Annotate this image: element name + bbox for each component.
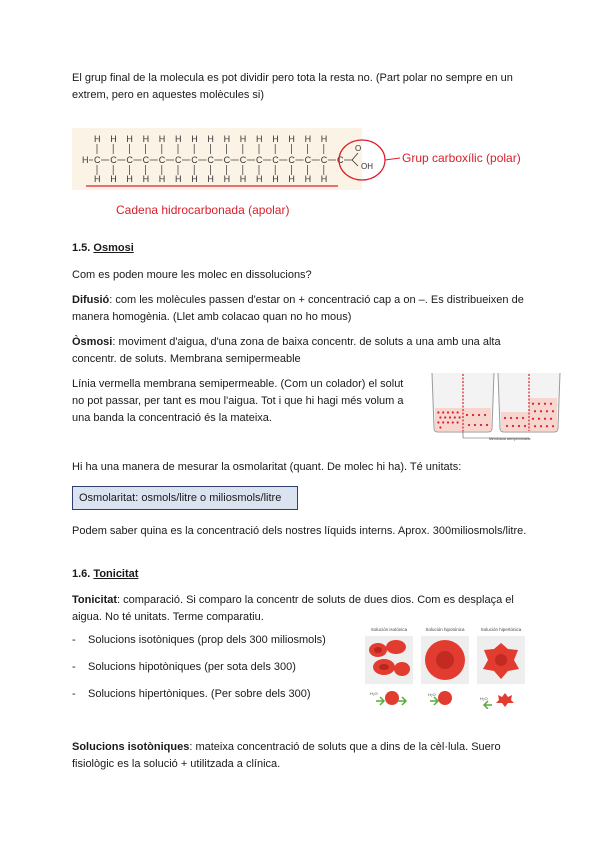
tonicitat-text: : comparació. Si comparo la concentr de soluts de dues dios. Com es desplaça el aigua. No té unitats. Terme comparatiu. — [72, 594, 514, 623]
label-isotonic: Solución isotónica — [370, 627, 408, 632]
solute-dot — [480, 424, 482, 426]
hydrogen-atom: H — [191, 134, 198, 144]
list-item-text: Solucions hipotòniques (per sota dels 300) — [88, 661, 296, 673]
chain-label: Cadena hidrocarbonada (apolar) — [116, 203, 290, 217]
hydrogen-atom: H — [256, 174, 263, 184]
solute-dot — [522, 417, 524, 419]
list-bullet: - — [72, 688, 76, 700]
osmolarity-intro: Hi ha una manera de mesurar la osmolaritat (quant. De molec hi ha). Té unitats: — [72, 461, 462, 473]
solute-dot — [534, 410, 536, 412]
solute-dot — [532, 418, 534, 420]
section-title: Tonicitat — [93, 568, 139, 580]
hydrogen-atom: H — [304, 174, 312, 184]
hydrogen-atom: H — [110, 174, 117, 184]
hydrogen-atom: H — [207, 174, 214, 184]
solute-dot — [544, 418, 546, 420]
oxygen-atom: O — [355, 144, 362, 153]
solute-dot — [437, 411, 439, 413]
question-paragraph: Com es poden moure les molec en dissolucions? — [72, 269, 312, 281]
carbon-atom: C — [320, 155, 328, 165]
solute-dot — [466, 414, 468, 416]
hydrogen-atom: H — [288, 174, 295, 184]
label-hypotonic: Solución hipotónica — [425, 627, 465, 632]
beaker-left — [432, 373, 494, 432]
solute-dot — [442, 411, 444, 413]
solute-dot — [452, 421, 454, 423]
solute-dot — [518, 425, 520, 427]
intro-paragraph: El grup final de la molecula es pot dividir pero tota la resta no. (Part polar no sempre en un extrem, pero en aquestes molècules si) — [72, 72, 513, 101]
solute-dot — [454, 416, 456, 418]
carbon-atom: C — [94, 155, 101, 165]
term-osmosi: Òsmosi — [72, 336, 113, 348]
solute-dot — [447, 411, 449, 413]
section-number: 1.5. — [72, 242, 91, 254]
h2o-label: H₂O — [370, 691, 378, 696]
solute-dot — [442, 421, 444, 423]
solute-dot — [516, 417, 518, 419]
solute-dot — [552, 410, 554, 412]
solute-dot — [538, 403, 540, 405]
tonicitat-paragraph — [72, 592, 532, 626]
hydrogen-atom: H — [175, 174, 182, 184]
h2o-label: H₂O — [480, 696, 488, 701]
panel-isotonic — [365, 627, 413, 705]
hydrogen-atom: H — [272, 174, 279, 184]
carboxyl-label: Grup carboxílic (polar) — [402, 151, 521, 165]
solute-dot — [538, 418, 540, 420]
osmosi-text: : moviment d'aigua, d'una zona de baixa concentr. de soluts a una amb una alta concentr. de soluts. Membrana semipermeable — [72, 336, 501, 365]
carbon-atom: C — [110, 155, 117, 165]
solute-dot — [512, 425, 514, 427]
carbon-atom: C — [304, 155, 312, 165]
list-item-text: Solucions isotòniques (prop dels 300 miliosmols) — [88, 634, 326, 646]
solute-dot — [457, 421, 459, 423]
osmolarity-box: Osmolaritat: osmols/litre o miliosmols/litre — [72, 486, 298, 510]
solute-dot — [546, 410, 548, 412]
solute-dot — [486, 424, 488, 426]
section-heading-osmosi — [72, 240, 532, 257]
solute-dot — [540, 410, 542, 412]
carbon-atom: C — [288, 155, 295, 165]
beakers-figure — [427, 368, 561, 442]
solute-dot — [478, 414, 480, 416]
carbon-atom: C — [158, 155, 166, 165]
solute-dot — [550, 403, 552, 405]
term-isotoniques: Solucions isotòniques — [72, 741, 190, 753]
solute-dot — [540, 425, 542, 427]
solute-dot — [532, 403, 534, 405]
solute-dot — [474, 424, 476, 426]
hydrogen-atom: H — [110, 134, 117, 144]
membrane-paragraph: Línia vermella membrana semipermeable. (Com un colador) el solut no pot passar, per tant es mou l'aigua. Tot i que hi hagi més volum a una banda la concentració és la mateixa. — [72, 378, 404, 424]
hydrogen-atom: H — [256, 134, 263, 144]
hydrogen-atom: H — [207, 134, 214, 144]
solute-dot — [447, 421, 449, 423]
hydrogen-atom: H — [142, 134, 150, 144]
isotoniques-paragraph — [72, 739, 532, 773]
carbon-atom: C — [126, 155, 133, 165]
hydrogen-atom: H — [320, 174, 328, 184]
hydrogen-atom: H — [288, 134, 295, 144]
list-item — [72, 633, 326, 647]
solute-dot — [506, 425, 508, 427]
hydrogen-atom: H — [158, 134, 166, 144]
term-difusio: Difusió — [72, 294, 110, 306]
solute-dot — [544, 403, 546, 405]
solute-dot — [510, 417, 512, 419]
hydrogen-atom: H — [304, 134, 312, 144]
list-item — [72, 687, 311, 701]
list-item-text: Solucions hipertòniques. (Per sobre dels 300) — [88, 688, 311, 700]
solute-dot — [449, 416, 451, 418]
hydrogen-atom: H — [223, 174, 231, 184]
term-tonicitat: Tonicitat — [72, 594, 118, 606]
beaker-caption: Membrana semipermeable — [489, 437, 531, 441]
beaker-right — [498, 373, 560, 432]
panel-hypotonic — [421, 627, 469, 705]
hydrogen-atom: H — [158, 174, 166, 184]
list-item — [72, 660, 296, 674]
difusio-text: : com les molècules passen d'estar on + concentració cap a on –. Es distribueixen de manera homogènia. (Llet amb colacao quan no ho mous) — [72, 294, 524, 323]
hydrogen-atom: H — [239, 174, 247, 184]
hydrogen-atom: H — [94, 134, 101, 144]
fatty-acid-figure — [72, 124, 542, 224]
hydrogen-atom: H — [223, 134, 231, 144]
carbon-atom: C — [256, 155, 263, 165]
list-bullet: - — [72, 661, 76, 673]
h2o-label: H₂O — [428, 692, 436, 697]
solute-dot — [552, 425, 554, 427]
solute-dot — [457, 411, 459, 413]
hydrogen-atom: H — [191, 174, 198, 184]
carbon-atom: C — [175, 155, 182, 165]
osmosi-paragraph — [72, 334, 532, 368]
section-title: Osmosi — [93, 242, 134, 254]
solute-dot — [546, 425, 548, 427]
hydrogen-atom: H — [320, 134, 328, 144]
carbon-atom: C — [191, 155, 198, 165]
solute-dot — [452, 411, 454, 413]
hydrogen-atom: H — [239, 134, 247, 144]
solute-dot — [524, 425, 526, 427]
solute-dot — [439, 416, 441, 418]
solute-dot — [439, 426, 441, 428]
hydrogen-atom: H — [94, 174, 101, 184]
solute-dot — [472, 414, 474, 416]
solute-dot — [459, 416, 461, 418]
carbon-atom: C — [239, 155, 247, 165]
solute-dot — [437, 421, 439, 423]
hydrogen-atom: H — [126, 134, 133, 144]
hydrogen-atom: H — [142, 174, 150, 184]
difusio-paragraph — [72, 292, 532, 326]
solute-dot — [504, 417, 506, 419]
solute-dot — [484, 414, 486, 416]
solute-dot — [468, 424, 470, 426]
carbon-atom: C — [223, 155, 231, 165]
cell-tonicity-figure — [362, 623, 528, 709]
hydrogen-atom: H — [126, 174, 133, 184]
carbon-atom: C — [207, 155, 214, 165]
section-heading-tonicitat — [72, 566, 532, 583]
isotoniques-text: : mateixa concentració de soluts que a dins de la cèl·lula. Suero fisiològic es la solució + utilitzada a clínica. — [72, 741, 501, 770]
hydroxyl-group: OH — [361, 162, 373, 171]
panel-hypertonic — [477, 627, 525, 707]
carbon-atom: C — [142, 155, 150, 165]
terminal-hydrogen: H — [82, 155, 89, 165]
carbon-atom: C — [272, 155, 279, 165]
hydrogen-atom: H — [272, 134, 279, 144]
hydrogen-atom: H — [175, 134, 182, 144]
carbon-atom: C — [337, 155, 344, 165]
internal-liquids-paragraph: Podem saber quina es la concentració dels nostres líquids interns. Aprox. 300miliosmols/litre. — [72, 525, 527, 537]
solute-dot — [550, 418, 552, 420]
section-number: 1.6. — [72, 568, 91, 580]
label-hypertonic: Solución hipertónica — [480, 627, 522, 632]
solute-dot — [534, 425, 536, 427]
solute-dot — [444, 416, 446, 418]
list-bullet: - — [72, 634, 76, 646]
